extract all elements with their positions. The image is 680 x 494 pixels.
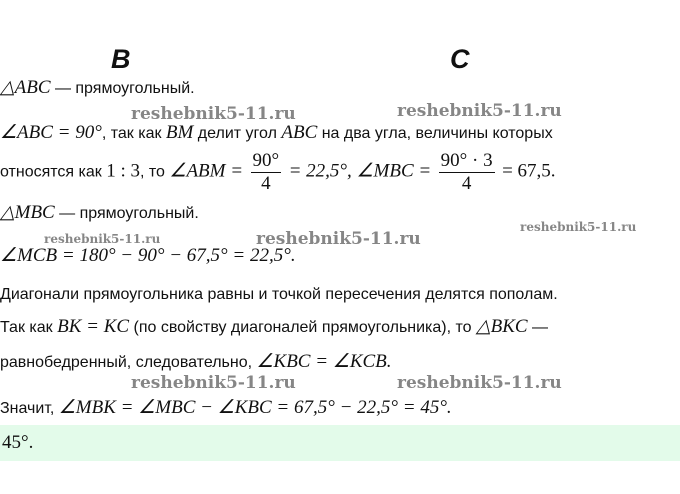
math-bk-kc: BK = KC [57,316,130,337]
solution-line-8 [0,351,392,374]
solution-line-9 [0,397,452,420]
answer-value: 45°. [2,432,34,453]
math-angle-mbk: ∠MBK = ∠MBC − ∠KBC = 67,5° − 22,5° = 45°. [58,397,452,418]
math-angle-mbc: = 22,5°, ∠MBC = [288,160,432,182]
vertex-label-c: C [450,44,470,74]
watermark: reshebnik5-11.ru [397,101,562,121]
text: , то [140,163,170,181]
math-abc: ABC [281,122,318,143]
fraction-2-numerator: 90° · 3 [440,150,493,171]
math-triangle-mbc: △MBC [0,202,55,223]
math-triangle-bkc: △BKC [476,316,528,337]
watermark: reshebnik5-11.ru [520,220,637,234]
solution-line-4 [0,202,199,225]
text: Так как [0,319,58,336]
math-angle-abc: ∠ABC = 90° [0,122,102,143]
watermark: reshebnik5-11.ru [44,232,161,246]
answer-box [0,425,680,461]
watermark: reshebnik5-11.ru [256,229,421,249]
fraction-1 [251,150,282,195]
text: , так как [101,125,166,142]
math-result: = 67,5. [502,160,556,182]
solution-line-1 [0,77,195,100]
vertex-label-b: B [111,44,131,74]
text: делит угол [193,125,282,142]
fraction-1-denominator: 4 [261,173,271,194]
fraction-2-denominator: 4 [461,173,472,194]
text: — [527,319,549,336]
watermark: reshebnik5-11.ru [131,104,296,124]
solution-line-5 [0,245,296,268]
solution-line-6 [0,284,558,306]
text: Диагонали прямоугольника равны и точкой пересечения делятся пополам. [0,286,558,303]
fraction-2 [439,150,495,195]
fraction-1-numerator: 90° [252,150,280,171]
math-angle-abm: ∠ABM = [169,160,244,182]
math-triangle-abc: △ABC [0,77,51,98]
text: равнобедренный, следовательно, [0,354,257,371]
math-angle-mcb: ∠MCB = 180° − 90° − 67,5° = 22,5°. [0,245,296,266]
math-ratio: 1 : 3 [106,160,141,182]
text: на два угла, величины которых [317,125,553,142]
math-bm: BM [165,122,194,143]
text: Значит, [0,400,59,417]
math-angle-kbc: ∠KBC = ∠KCB. [256,351,392,372]
text: — прямоугольный. [54,205,199,222]
text: — прямоугольный. [50,80,195,97]
watermark: reshebnik5-11.ru [131,373,296,393]
solution-line-2 [0,122,553,145]
text: (по свойству диагоналей прямоугольника), то [129,319,477,336]
watermark: reshebnik5-11.ru [397,373,562,393]
solution-line-3 [0,150,556,195]
solution-line-7 [0,316,548,339]
text: относятся как [0,163,107,181]
